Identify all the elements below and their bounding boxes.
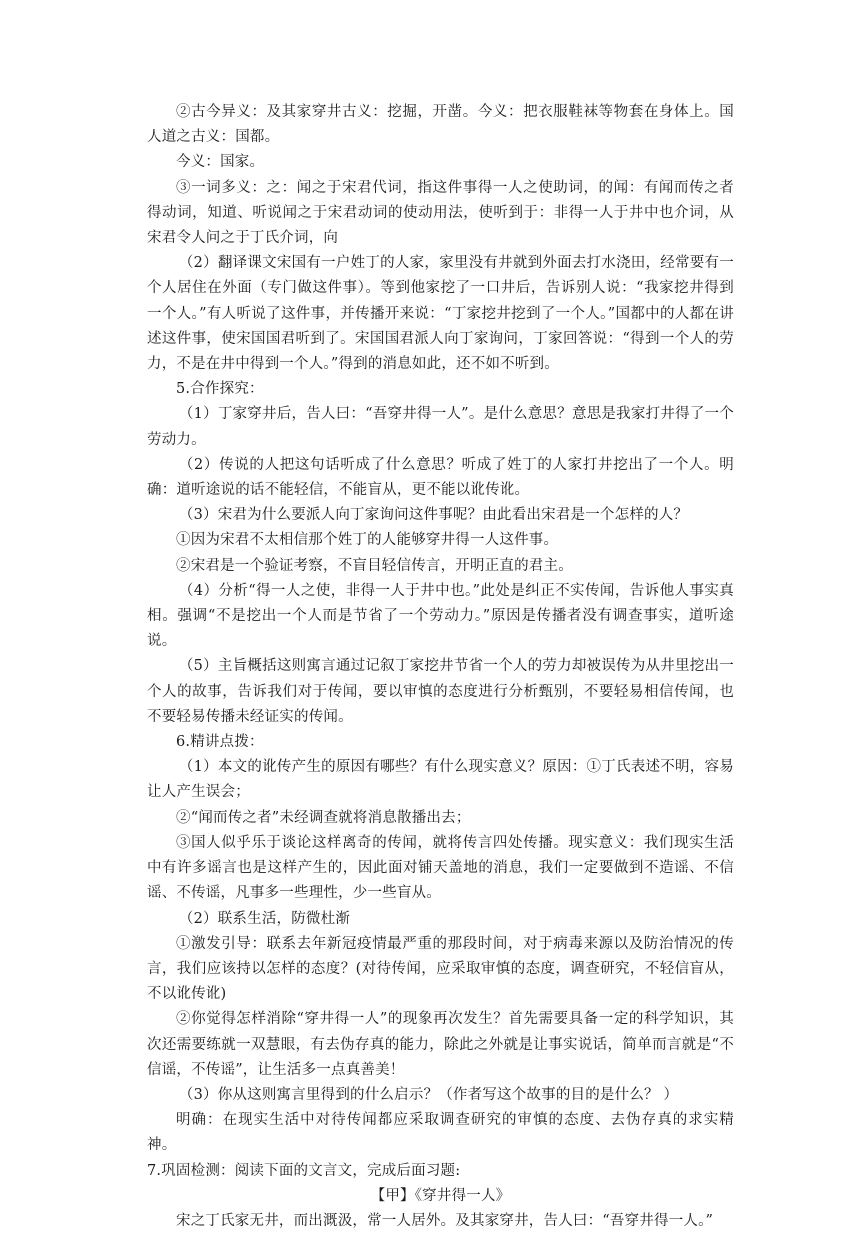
- document-page: [147, 100, 734, 1234]
- section-heading: 7.巩固检测：阅读下面的文言文，完成后面习题:: [147, 1162, 461, 1179]
- paragraph: ②你觉得怎样消除“穿井得一人”的现象再次发生？首先需要具备一定的科学知识，其次还需要练就一双慧眼，有去伪存真的能力，除此之外就是让事实说话，简单而言就是“不信谣，不传谣”，让生活多一点真善美！: [147, 1011, 734, 1078]
- section-heading: 6.精讲点拨：: [176, 734, 264, 751]
- paragraph: ①激发引导：联系去年新冠疫情最严重的那段时间，对于病毒来源以及防治情况的传言，我们应该持以怎样的态度？(对待传闻，应采取审慎的态度，调查研究，不轻信盲从，不以讹传讹): [147, 935, 734, 1003]
- paragraph: （2）传说的人把这句话听成了什么意思？听成了姓丁的人家打井挖出了一个人。明确：道听途说的话不能轻信，不能盲从，更不能以讹传讹。: [147, 456, 734, 499]
- paragraph: 今义：国家。: [176, 154, 265, 171]
- paragraph: ②宋君是一个验证考察，不盲目轻信传言，开明正直的君主。: [176, 557, 573, 574]
- passage-title: 【甲】《穿井得一人》: [370, 1187, 511, 1204]
- paragraph: （5）主旨概括这则寓言通过记叙丁家挖井节省一个人的劳力却被误传为从井里挖出一个人的故事，告诉我们对于传闻，要以审慎的态度进行分析甄别，不要轻易相信传闻，也不要轻易传播未经证实的传闻。: [147, 658, 734, 725]
- paragraph: （1）丁家穿井后，告人曰：“吾穿井得一人”。是什么意思？意思是我家打井得了一个劳动力。: [147, 406, 734, 448]
- paragraph: （3）你从这则寓言里得到的什么启示？（作者写这个故事的目的是什么？ ）: [178, 1086, 679, 1103]
- paragraph: ③一词多义：之：闻之于宋君代词，指这件事得一人之使助词，的闻：有闻而传之者得动词，知道、听说闻之于宋君动词的使动用法，使听到于：非得一人于井中也介词，从宋君令人问之于丁氏介词，向: [147, 179, 734, 247]
- paragraph: （2）联系生活，防微杜渐: [178, 910, 351, 927]
- section-heading: 5.合作探究：: [176, 381, 264, 398]
- paragraph: （4）分析“得一人之使，非得一人于井中也。”此处是纠正不实传闻，告诉他人事实真相。强调“不是挖出一个人而是节省了一个劳动力。”原因是传播者没有调查事实，道听途说。: [147, 582, 734, 650]
- paragraph: （2）翻译课文宋国有一户姓丁的人家，家里没有井就到外面去打水浇田，经常要有一个人居住在外面（专门做这件事）。等到他家挖了一口井后，告诉别人说：“我家挖井得到一个人。”有人听说了这件事，并传播开来说：“丁家挖井挖到了一个人。”国都中的人都在讲述这件事，使宋国国君听到了。宋国国君派人向丁家询问，丁家回答说：“得到一个人的劳力，不是在井中得到一个人。”得到的消息如此，还不如不听到。: [147, 255, 734, 373]
- paragraph: ②古今异义：及其家穿井古义：挖掘，开凿。今义：把衣服鞋袜等物套在身体上。国人道之古义：国都。: [147, 104, 734, 146]
- paragraph: ①因为宋君不太相信那个姓丁的人能够穿井得一人这件事。: [176, 532, 559, 549]
- paragraph: （3）宋君为什么要派人向丁家询问这件事呢？由此看出宋君是一个怎样的人？: [178, 507, 689, 524]
- paragraph: 明确：在现实生活中对待传闻都应采取调查研究的审慎的态度、去伪存真的求实精神。: [147, 1112, 734, 1154]
- paragraph: 宋之丁氏家无井，而出溉汲，常一人居外。及其家穿井，告人曰：“吾穿井得一人。”: [176, 1212, 714, 1229]
- paragraph: ②“闻而传之者”未经调查就将消息散播出去；: [176, 809, 471, 826]
- paragraph: ③国人似乎乐于谈论这样离奇的传闻，就将传言四处传播。现实意义：我们现实生活中有许多谣言也是这样产生的，因此面对铺天盖地的消息，我们一定要做到不造谣、不信谣、不传谣，凡事多一些理性，少一些盲从。: [147, 834, 734, 902]
- paragraph: （1）本文的讹传产生的原因有哪些？有什么现实意义？原因：①丁氏表述不明，容易让人产生误会；: [147, 759, 734, 801]
